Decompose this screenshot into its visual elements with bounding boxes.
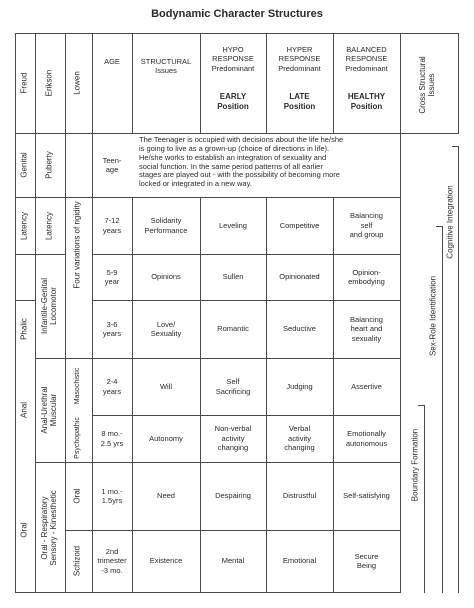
- lowen-schizoid: Schizoid: [72, 545, 82, 577]
- erikson-latency: Latency: [44, 211, 54, 241]
- cell-hyper: Competitive: [279, 220, 320, 230]
- cell-age: 3-6 years: [102, 319, 122, 338]
- cognitive-integration-label: Cognitive Integration: [445, 185, 455, 259]
- cell-age: 1 mo.- 1.5yrs: [101, 486, 123, 505]
- freud-heading: Freud: [19, 72, 29, 94]
- page-title: Bodynamic Character Structures: [151, 8, 323, 20]
- cell-hypo: Self Sacrificing: [215, 377, 251, 396]
- cell-balanced: Assertive: [351, 381, 382, 391]
- cell-structural: Love/ Sexuality: [150, 319, 182, 338]
- cell-hypo: Romantic: [217, 324, 249, 334]
- freud-phalic: Phalic: [19, 318, 29, 340]
- cell-structural: Solidarity Performance: [144, 216, 188, 235]
- cell-balanced: Opinion- embodying: [348, 267, 385, 286]
- header-hyper: HYPER RESPONSE Predominant: [278, 45, 321, 73]
- cell-age: 7-12 years: [102, 216, 122, 235]
- cell-hypo: Non-verbal activity changing: [214, 424, 252, 453]
- cell-age: 8 mo.- 2.5 yrs: [100, 429, 124, 448]
- cell-balanced: Self-satisfying: [343, 491, 390, 501]
- header-balanced: BALANCED RESPONSE Predominant: [345, 45, 388, 73]
- cell-age: 5-9 year: [104, 267, 120, 286]
- lowen-psychopathic: Psychopathic: [74, 417, 82, 459]
- cell-hyper: Judging: [286, 381, 313, 391]
- erikson-heading: Erikson: [44, 69, 54, 97]
- header-balanced-position: HEALTHY Position: [347, 92, 386, 111]
- cell-hyper: Seductive: [283, 324, 316, 334]
- cell-structural: Autonomy: [149, 433, 183, 443]
- cell-structural: Existence: [149, 556, 183, 566]
- header-hypo-position: EARLY Position: [217, 92, 249, 111]
- cell-structural: Need: [157, 491, 175, 501]
- cell-hyper: Distrustful: [282, 491, 317, 501]
- cell-hypo: Leveling: [219, 220, 247, 230]
- header-hyper-position: LATE Position: [283, 92, 316, 111]
- erikson-puberty: Puberty: [44, 151, 54, 179]
- header-structural: STRUCTURAL Issues: [140, 57, 192, 76]
- cell-hypo: Despairing: [215, 491, 251, 501]
- teen-age: Teen- age: [102, 155, 122, 174]
- sex-role-label: Sex-Role Identification: [428, 275, 438, 357]
- teen-description: The Teenager is occupied with decisions about the life he/she is going to live as a grown-up (choice of directions in life). He/she works to establish an integration of sexuality and social function. In the same period patterns of all earlier stages are played out - with the possibility of becoming more locked or integrated in a new way.: [139, 135, 344, 189]
- erikson-oral-respiratory: Oral - Respiratory Sensory - Kinesthetic: [40, 490, 58, 566]
- cell-structural: Will: [159, 381, 173, 391]
- freud-anal: Anal: [19, 401, 29, 419]
- lowen-four-variations: Four variations of rigidity: [72, 201, 82, 289]
- cell-hyper: Emotional: [282, 556, 317, 566]
- erikson-anal-urethral: Anal-Urethral Muscular: [40, 386, 58, 434]
- freud-genital: Genital: [19, 152, 29, 178]
- cell-balanced: Balancing heart and sexuality: [350, 314, 383, 343]
- cell-age: 2nd trimester -3 mo.: [97, 546, 127, 575]
- erikson-infantile-genital: Infantile-Genital Locomotor: [40, 277, 58, 335]
- lowen-oral: Oral: [72, 488, 82, 504]
- freud-latency: Latency: [19, 211, 29, 241]
- lowen-heading: Lowen: [72, 71, 82, 95]
- lowen-masochistic: Masochistic: [74, 367, 82, 405]
- cell-balanced: Balancing self and group: [349, 211, 384, 240]
- cell-hyper: Verbal activity changing: [284, 424, 315, 453]
- cross-structural-label: Cross Structural Issues: [418, 56, 436, 114]
- cell-hypo: Mental: [221, 556, 245, 566]
- header-age: AGE: [104, 57, 120, 66]
- cell-hyper: Opinionated: [279, 272, 320, 282]
- freud-oral: Oral: [19, 522, 29, 538]
- header-hypo: HYPO RESPONSE Predominant: [211, 45, 255, 73]
- cell-hypo: Sullen: [222, 272, 244, 282]
- boundary-formation-label: Boundary Formation: [410, 428, 420, 502]
- cell-balanced: Secure Being: [354, 551, 379, 570]
- cell-balanced: Emotionally autonomous: [345, 429, 388, 448]
- cell-structural: Opinions: [151, 272, 181, 282]
- cell-age: 2-4 years: [102, 377, 122, 396]
